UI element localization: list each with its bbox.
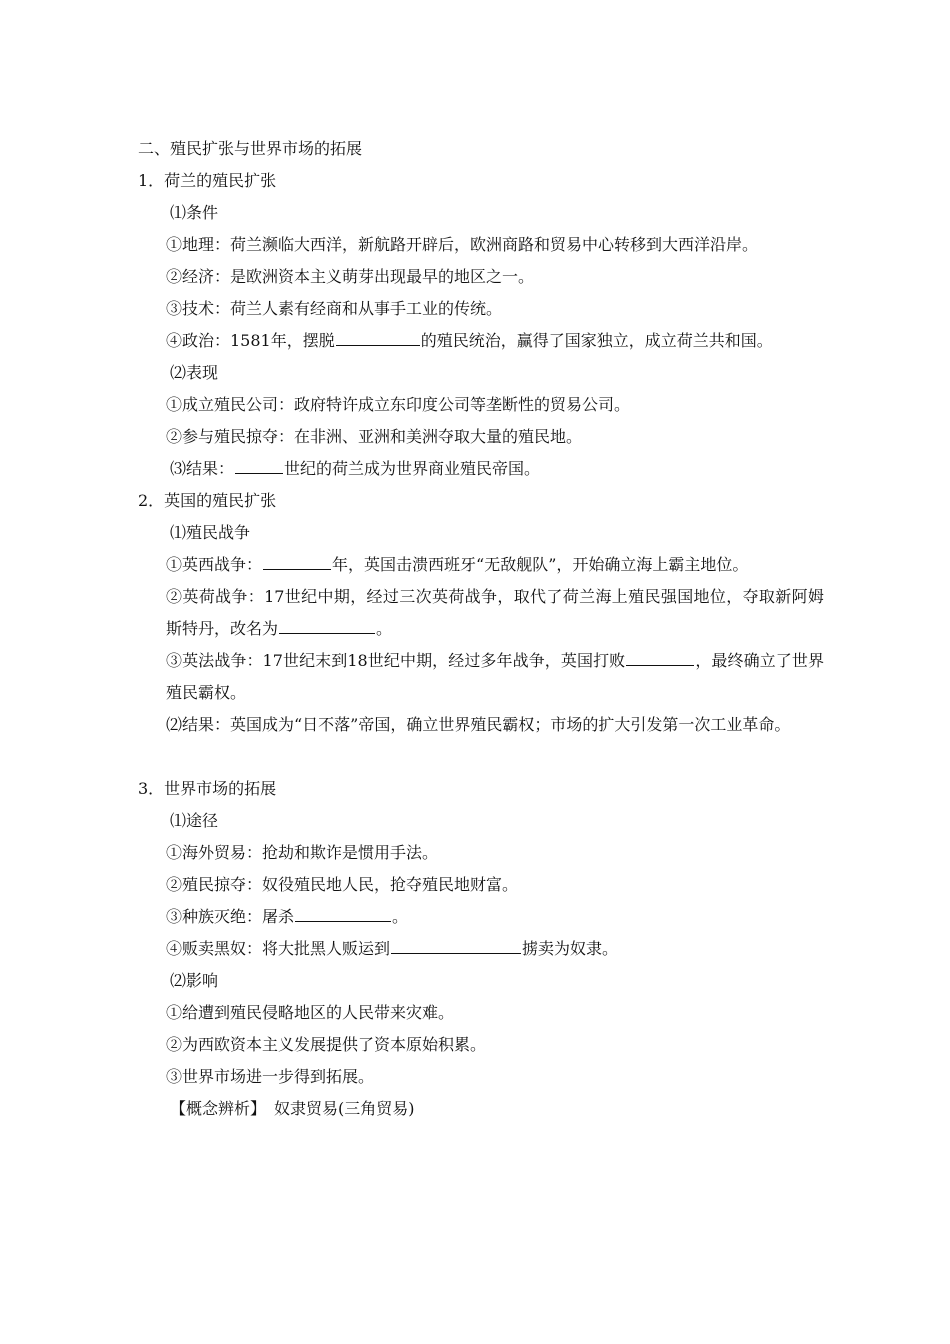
heading-britain: 2．英国的殖民扩张 [138,491,277,510]
list-item-fill-blank: ④政治：1581年，摆脱 的殖民统治，赢得了国家独立，成立荷兰共和国。 [166,331,773,350]
subheading-ways: ⑴途径 [170,811,219,830]
result-paragraph: ⑵结果：英国成为“日不落”帝国，确立世界殖民霸权；市场的扩大引发第一次工业革命。 [166,715,791,734]
list-item: ②参与殖民掠夺：在非洲、亚洲和美洲夺取大量的殖民地。 [166,427,583,446]
heading-world-market: 3．世界市场的拓展 [138,779,277,798]
fill-blank [295,907,391,922]
list-item: ③世界市场进一步得到拓展。 [166,1067,375,1086]
subheading-manifestation: ⑵表现 [170,363,219,382]
list-item: ③技术：荷兰人素有经商和从事手工业的传统。 [166,299,503,318]
fill-blank [263,555,331,570]
subheading-impact: ⑵影响 [170,971,219,990]
list-item-fill-blank: ①英西战争： 年，英国击溃西班牙“无敌舰队”，开始确立海上霸主地位。 [166,555,749,574]
concept-note [170,1099,830,1119]
section-title: 二、殖民扩张与世界市场的拓展 [138,139,363,158]
list-item-fill-blank: ③种族灭绝：屠杀 。 [166,907,409,926]
result-line: ⑶结果： 世纪的荷兰成为世界商业殖民帝国。 [170,459,541,478]
list-item-fill-blank: ④贩卖黑奴：将大批黑人贩运到 掳卖为奴隶。 [166,939,619,958]
list-item: ②殖民掠夺：奴役殖民地人民，抢夺殖民地财富。 [166,875,519,894]
list-item: ①海外贸易：抢劫和欺诈是惯用手法。 [166,843,439,862]
heading-netherlands: 1．荷兰的殖民扩张 [138,171,277,190]
list-item: ①给遭到殖民侵略地区的人民带来灾难。 [166,1003,455,1022]
concept-text: 奴隶贸易(三角贸易) [274,1099,415,1118]
fill-blank [336,331,420,346]
subheading-conditions: ⑴条件 [170,203,219,222]
fill-blank [626,651,694,666]
concept-label: 【概念辨析】 [170,1099,267,1118]
fill-blank [235,459,283,474]
list-item: ①成立殖民公司：政府特许成立东印度公司等垄断性的贸易公司。 [166,395,631,414]
fill-blank [279,619,375,634]
list-item: ②为西欧资本主义发展提供了资本原始积累。 [166,1035,487,1054]
list-item-fill-blank: ②英荷战争：17世纪中期，经过三次英荷战争，取代了荷兰海上殖民强国地位，夺取新阿姆斯特丹，改名为 。 [166,587,824,638]
list-item: ①地理：荷兰濒临大西洋，新航路开辟后，欧洲商路和贸易中心转移到大西洋沿岸。 [166,235,759,254]
fill-blank [391,939,521,954]
list-item: ②经济：是欧洲资本主义萌芽出现最早的地区之一。 [166,267,535,286]
list-item-fill-blank: ③英法战争：17世纪末到18世纪中期，经过多年战争，英国打败 ，最终确立了世界殖民霸权。 [166,651,824,702]
subheading-colonial-wars: ⑴殖民战争 [170,523,251,542]
